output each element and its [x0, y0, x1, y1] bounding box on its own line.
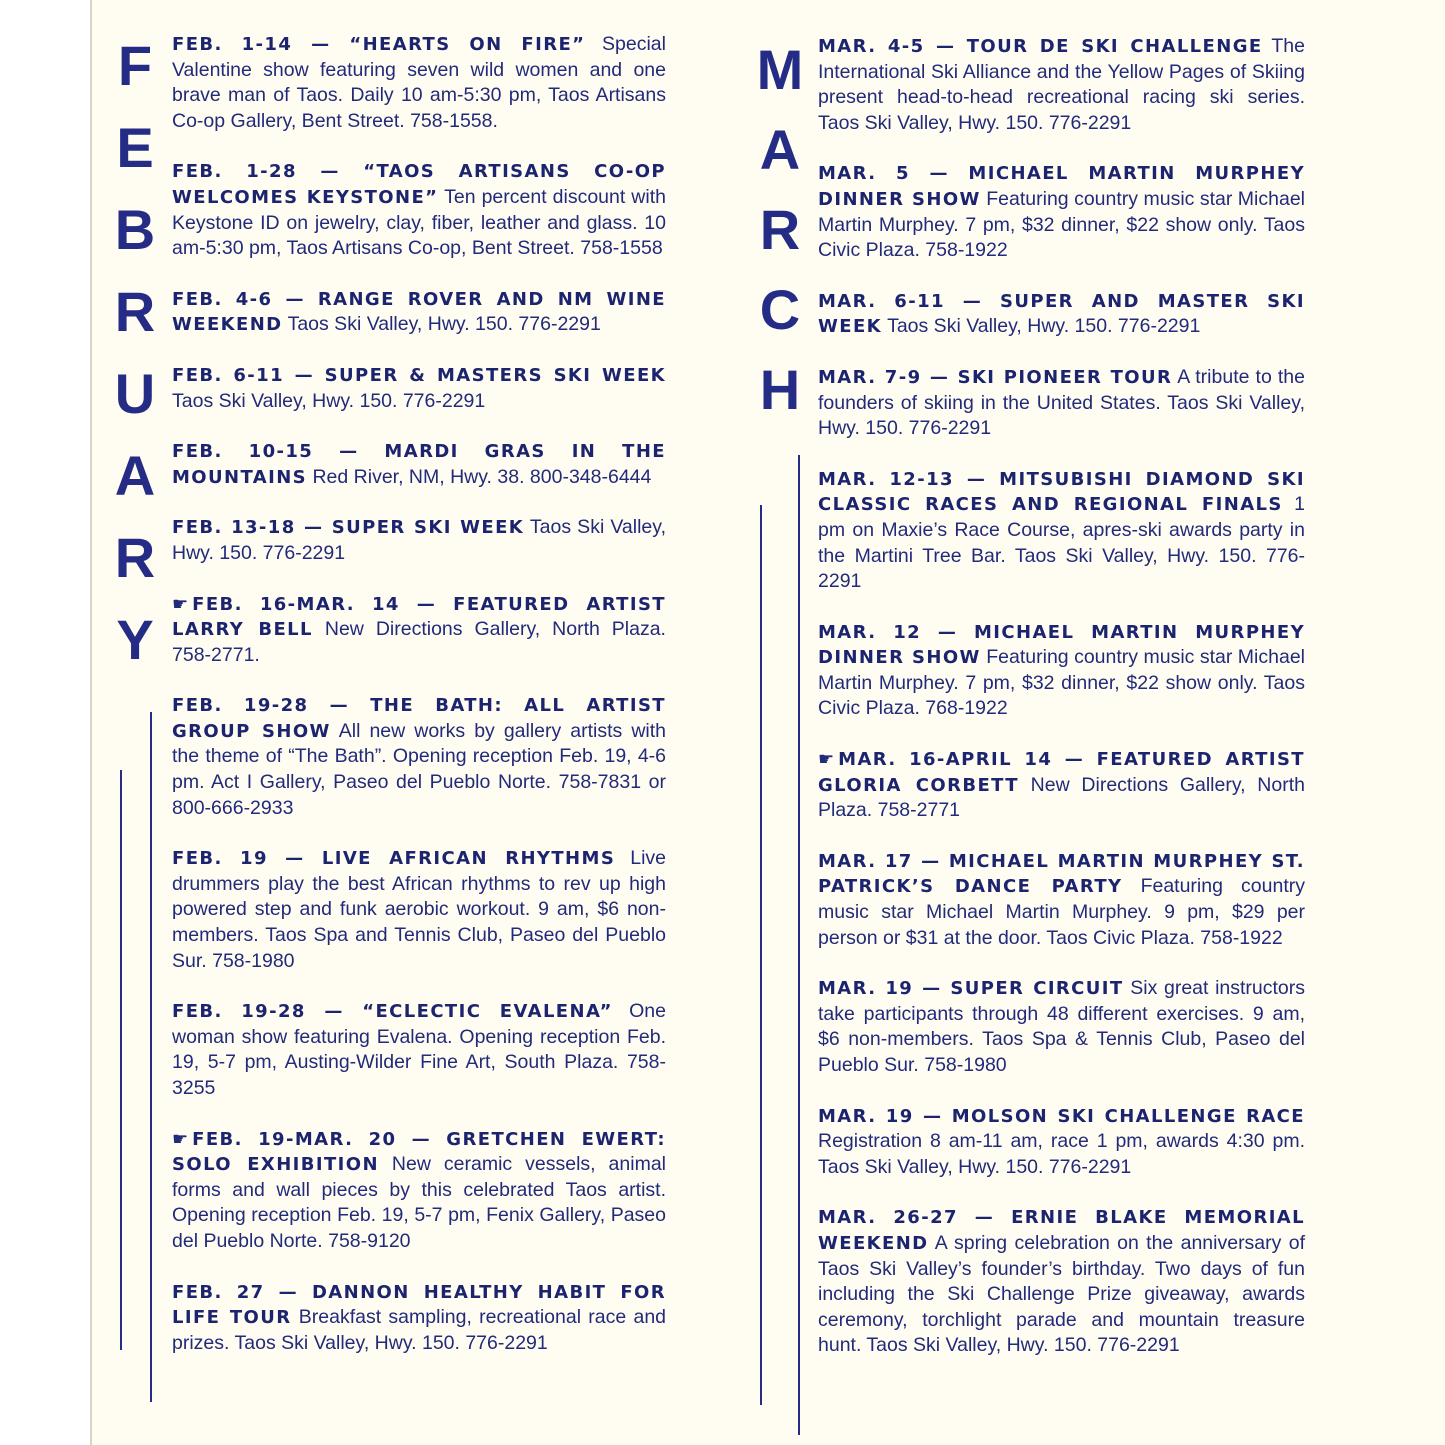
march-events [818, 34, 1305, 1384]
heading-letter: R [759, 198, 801, 261]
heading-letter: A [114, 444, 156, 507]
event-title: FEB. 6-11 — SUPER & MASTERS SKI WEEK [172, 364, 666, 386]
event-item [172, 515, 666, 566]
event-description: Taos Ski Valley, Hwy. 150. 776-2291 [172, 389, 486, 412]
event-description: Live drummers play the best African rhythms to rev up high powered step and funk aerobic workout. 9 am, $6 non-members. Taos Spa and Tennis Club, Paseo del Pueblo Sur. 758-1980 [172, 847, 667, 972]
event-title: MAR. 17 — MICHAEL MARTIN MURPHEY ST. PATRICK’S DANCE PARTY [818, 850, 1305, 898]
event-description: New ceramic vessels, animal forms and wall pieces by this celebrated Taos artist. Opening reception Feb. 19, 5-7 pm, Fenix Gallery, Paseo del Pueblo Norte. 758-9120 [172, 1153, 666, 1252]
event-item [172, 999, 666, 1101]
february-vertical-heading [110, 34, 160, 671]
event-title: FEB. 16-MAR. 14 — FEATURED ARTIST LARRY BELL [172, 593, 666, 641]
event-description: Registration 8 am-11 am, race 1 pm, awards 4:30 pm. Taos Ski Valley, Hwy. 150. 776-2291 [818, 1130, 1305, 1178]
event-item [818, 34, 1305, 136]
event-item [172, 363, 666, 414]
pointing-hand-icon: ☛ [818, 749, 835, 771]
event-title: FEB. 1-28 — “TAOS ARTISANS CO-OP WELCOMES KEYSTONE” [172, 161, 666, 208]
event-item [172, 1280, 666, 1357]
event-title: FEB. 19-28 — THE BATH: ALL ARTIST GROUP SHOW [172, 695, 666, 742]
event-title: FEB. 13-18 — SUPER SKI WEEK [172, 517, 525, 539]
heading-letter: B [114, 198, 156, 261]
event-description: One woman show featuring Evalena. Opening reception Feb. 19, 5-7 pm, Austing-Wilder Fine Art, South Plaza. 758-3255 [172, 1000, 666, 1099]
event-description: The International Ski Alliance and the Yellow Pages of Skiing present head-to-head recreational racing ski series. Taos Ski Valley, Hwy. 150. 776-2291 [818, 35, 1305, 134]
event-description: All new works by gallery artists with the theme of “The Bath”. Opening reception Feb. 19, 4-6 pm. Act I Gallery, Paseo del Pueblo Norte. 758-7831 or 800-666-2933 [172, 719, 667, 819]
event-description: Taos Ski Valley, Hwy. 150. 776-2291 [172, 516, 666, 564]
event-title: FEB. 19 — LIVE AFRICAN RHYTHMS [172, 848, 616, 870]
event-item [818, 467, 1305, 595]
event-title: MAR. 26-27 — ERNIE BLAKE MEMORIAL WEEKEND [818, 1207, 1305, 1254]
event-item [818, 1104, 1305, 1181]
march-rule-right [798, 455, 800, 1435]
event-item [818, 620, 1305, 722]
event-item [818, 976, 1305, 1078]
event-title: MAR. 6-11 — SUPER AND MASTER SKI WEEK [818, 290, 1305, 338]
march-vertical-heading [750, 38, 810, 421]
event-item [172, 287, 666, 338]
pointing-hand-icon: ☛ [172, 1128, 189, 1150]
heading-letter: C [759, 278, 801, 341]
event-item [172, 32, 666, 134]
heading-letter: Y [116, 608, 154, 671]
event-title: MAR. 5 — MICHAEL MARTIN MURPHEY DINNER SHOW [818, 163, 1305, 210]
event-item [172, 439, 666, 490]
event-description: Taos Ski Valley, Hwy. 150. 776-2291 [887, 315, 1201, 338]
event-description: 1 pm on Maxie’s Race Course, apres-ski awards party in the Martini Tree Bar. Taos Ski Valley, Hwy. 150. 776-2291 [818, 493, 1306, 593]
event-title: FEB. 4-6 — RANGE ROVER AND NM WINE WEEKEND [172, 288, 666, 336]
event-item [172, 592, 666, 669]
event-description: Ten percent discount with Keystone ID on jewelry, clay, fiber, leather and glass. 10 am-5:30 pm, Taos Artisans Co-op, Bent Street. 758-1558 [172, 185, 666, 260]
event-title: FEB. 19-28 — “ECLECTIC EVALENA” [172, 1001, 613, 1023]
event-item [172, 846, 666, 974]
event-description: Featuring country music star Michael Martin Murphey. 7 pm, $32 dinner, $22 show only. Taos Civic Plaza. 758-1922 [818, 187, 1305, 262]
heading-letter: R [114, 526, 156, 589]
event-description: Special Valentine show featuring seven wild women and one brave man of Taos. Daily 10 am-5:30 pm, Taos Artisans Co-op Gallery, Bent Street. 758-1558. [172, 33, 666, 132]
event-title: FEB. 19-MAR. 20 — GRETCHEN EWERT: SOLO EXHIBITION [172, 1128, 666, 1176]
heading-letter: R [114, 280, 156, 343]
event-description: Featuring country music star Michael Martin Murphey. 7 pm, $32 dinner, $22 show only. Taos Civic Plaza. 768-1922 [818, 646, 1305, 720]
event-item [818, 747, 1305, 824]
event-title: FEB. 1-14 — “HEARTS ON FIRE” [172, 34, 586, 55]
event-item [172, 1127, 666, 1255]
heading-letter: F [117, 34, 153, 97]
event-item [818, 365, 1305, 442]
event-title: MAR. 7-9 — SKI PIONEER TOUR [818, 366, 1173, 388]
event-title: MAR. 16-APRIL 14 — FEATURED ARTIST GLORIA CORBETT [818, 749, 1305, 796]
event-item [818, 289, 1305, 340]
event-item [172, 159, 666, 261]
event-title: MAR. 12 — MICHAEL MARTIN MURPHEY DINNER SHOW [818, 621, 1305, 669]
event-item [818, 1205, 1305, 1359]
event-title: MAR. 12-13 — MITSUBISHI DIAMOND SKI CLASSIC RACES AND REGIONAL FINALS [818, 468, 1305, 516]
event-description: Six great instructors take participants through 48 different exercises. 9 am, $6 non-members. Taos Spa & Tennis Club, Paseo del Pueblo Sur. 758-1980 [818, 977, 1306, 1076]
event-item [172, 693, 666, 821]
heading-letter: U [114, 362, 156, 425]
event-description: A spring celebration on the anniversary of Taos Ski Valley’s founder’s birthday. Two days of fun including the Ski Challenge Prize giveaway, awards ceremony, torchlight parade and mountain treasure hunt. Taos Ski Valley, Hwy. 150. 776-2291 [818, 1231, 1305, 1357]
event-description: Taos Ski Valley, Hwy. 150. 776-2291 [287, 313, 601, 336]
heading-letter: A [759, 118, 801, 181]
event-title: FEB. 27 — DANNON HEALTHY HABIT FOR LIFE TOUR [172, 1281, 666, 1329]
event-description: A tribute to the founders of skiing in the United States. Taos Ski Valley, Hwy. 150. 776-2291 [818, 365, 1305, 440]
page-edge [90, 0, 92, 1445]
february-rule-right [150, 712, 152, 1402]
event-description: New Directions Gallery, North Plaza. 758-2771. [172, 618, 666, 666]
event-item [818, 849, 1305, 951]
pointing-hand-icon: ☛ [172, 593, 189, 615]
heading-letter: E [116, 116, 154, 179]
event-description: New Directions Gallery, North Plaza. 758-2771 [818, 773, 1305, 822]
event-description: Red River, NM, Hwy. 38. 800-348-6444 [312, 465, 652, 488]
event-title: MAR. 4-5 — TOUR DE SKI CHALLENGE [818, 36, 1263, 57]
event-title: MAR. 19 — MOLSON SKI CHALLENGE RACE [818, 1105, 1305, 1127]
event-item [818, 161, 1305, 263]
event-description: Breakfast sampling, recreational race and prizes. Taos Ski Valley, Hwy. 150. 776-2291 [172, 1306, 667, 1354]
heading-letter: M [756, 38, 804, 101]
event-title: FEB. 10-15 — MARDI GRAS IN THE MOUNTAINS [172, 441, 666, 488]
event-description: Featuring country music star Michael Martin Murphey. 9 pm, $29 per person or $31 at the door. Taos Civic Plaza. 758-1922 [818, 875, 1305, 949]
heading-letter: H [759, 358, 801, 421]
event-title: MAR. 19 — SUPER CIRCUIT [818, 978, 1124, 1000]
march-rule-left [760, 505, 762, 1405]
february-events [172, 32, 666, 1381]
february-rule-left [120, 770, 122, 1350]
